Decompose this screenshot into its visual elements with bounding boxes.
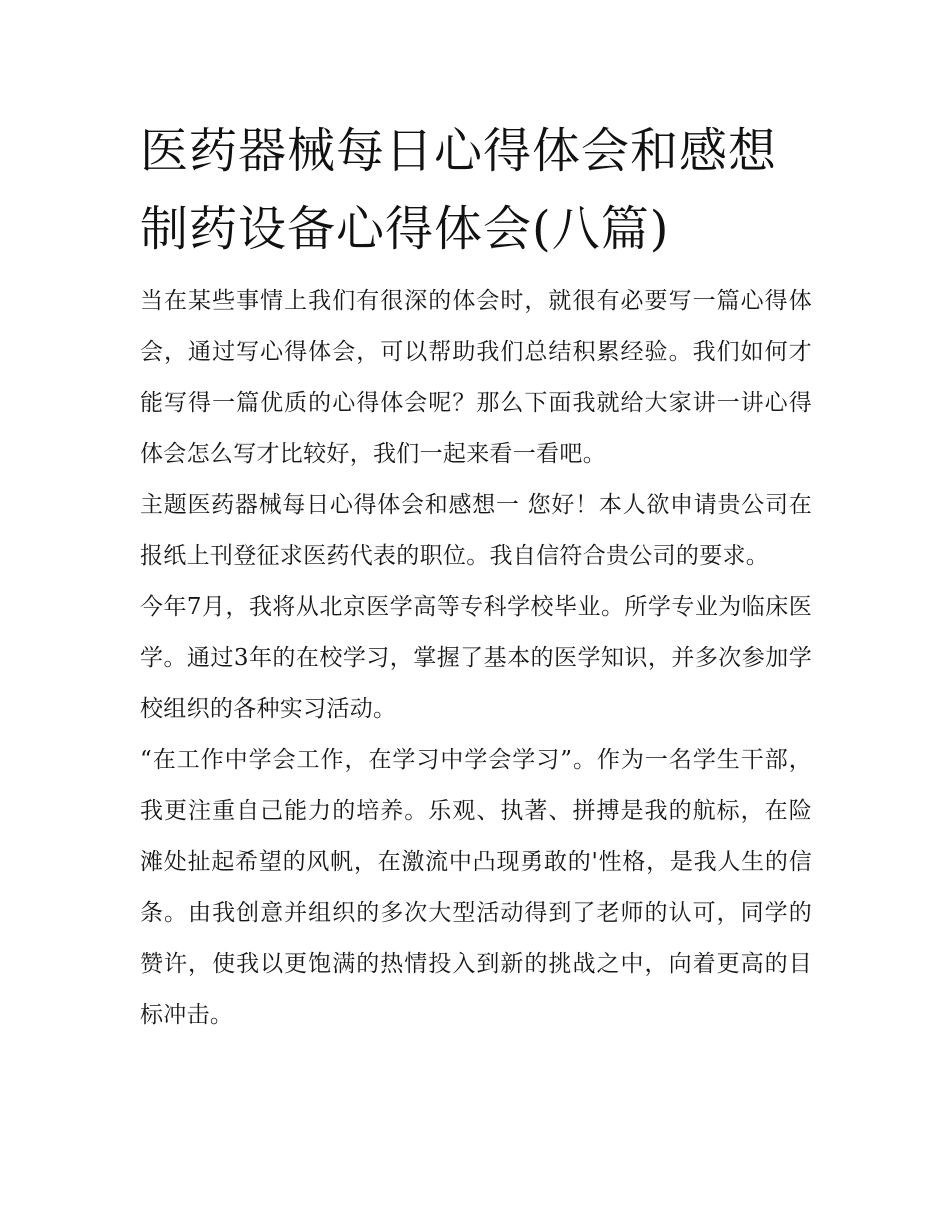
document-body — [140, 276, 812, 1041]
paragraph-application: 主题医药器械每日心得体会和感想一 您好！本人欲申请贵公司在报纸上刊登征求医药代表的职位。我自信符合贵公司的要求。 — [140, 492, 812, 569]
paragraph-self-description: “在工作中学会工作，在学习中学会学习”。作为一名学生干部，我更注重自己能力的培养。乐观、执著、拼搏是我的航标，在险滩处扯起希望的风帆，在激流中凸现勇敢的'性格，是我人生的信条。由我创意并组织的多次大型活动得到了老师的认可，同学的赞许，使我以更饱满的热情投入到新的挑战之中，向着更高的目标冲击。 — [140, 747, 812, 1028]
title-line-2: 制药设备心得体会(八篇) — [140, 201, 670, 257]
paragraph-intro: 当在某些事情上我们有很深的体会时，就很有必要写一篇心得体会，通过写心得体会，可以帮助我们总结积累经验。我们如何才能写得一篇优质的心得体会呢？那么下面我就给大家讲一讲心得体会怎么写才比较好，我们一起来看一看吧。 — [140, 288, 812, 467]
document-title — [140, 112, 830, 268]
paragraph-education: 今年7月，我将从北京医学高等专科学校毕业。所学专业为临床医学。通过3年的在校学习，掌握了基本的医学知识，并多次参加学校组织的各种实习活动。 — [140, 594, 812, 722]
title-line-1: 医药器械每日心得体会和感想 — [140, 123, 778, 179]
